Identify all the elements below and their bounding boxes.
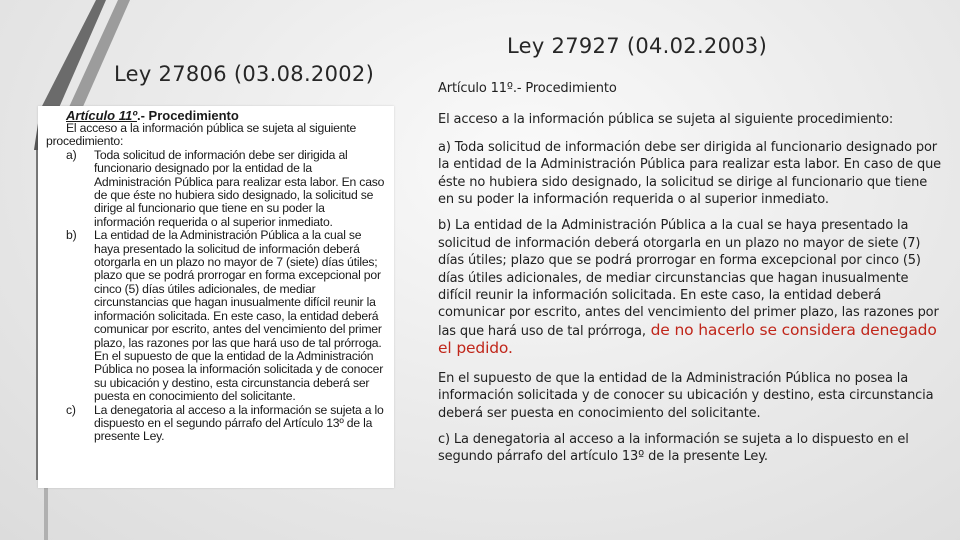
scan-item-label: b) [66,228,77,243]
scan-intro: El acceso a la información pública se sujeta al siguiente procedimiento: [46,121,357,149]
scan-item-a [46,149,386,229]
scan-item-label: a) [66,147,77,162]
paragraph-b [438,217,942,358]
paragraph-c: c) La denegatoria al acceso a la información se sujeta a lo dispuesto en el segundo párrafo del artículo 13º de la presente Ley. [438,431,909,465]
scan-heading-rest: .- Procedimiento [136,108,239,123]
right-law-title: Ley 27927 (04.02.2003) [507,34,768,58]
left-law-title: Ley 27806 (03.08.2002) [114,62,375,86]
paragraph-b-main: b) La entidad de la Administración Pública a la cual se haya presentado la solicitud de información deberá otorgarla en un plazo no mayor de siete (7) días útiles; plazo que se podrá prorrogar en forma excepcional por cinco (5) días útiles adicionales, de mediar circunstancias que hagan inusualmente difícil reunir la información solicitada. En este caso, la entidad deberá comunicar por escrito, antes del vencimiento del primer plazo, las razones por las que hará uso de tal prórroga, [438,218,939,339]
scan-item-text: La denegatoria al acceso a la información se sujeta a lo dispuesto en el segundo párrafo del Artículo 13º de la presente Ley. [94,402,384,444]
paragraph-intro: El acceso a la información pública se sujeta al siguiente procedimiento: [438,112,894,128]
paragraph-a: a) Toda solicitud de información debe ser dirigida al funcionario designado por la entidad de la Administración Pública para realizar esta labor. En caso de que éste no hubiera sido designado, la solicitud se dirige al funcionario que tiene en su poder la información requerida o al superior inmediato. [438,139,942,208]
article-heading: Artículo 11º.- Procedimiento [438,81,617,96]
paragraph-supuesto: En el supuesto de que la entidad de la Administración Pública no posea la información solicitada y de conocer su ubicación y destino, esta circunstancia deberá ser puesta en conocimiento del solicitante. [438,370,934,421]
scan-item-label: c) [66,402,76,417]
scan-item-text: La entidad de la Administración Pública a la cual se haya presentado la solicitud de información deberá otorgarla en un plazo no mayor de 7 (siete) días útiles; plazo que se podrá prorrogar en forma excepcional por cinco (5) días útiles adicionales, de mediar circunstancias que hagan inusualmente difícil reunir la información solicitada. En este caso, la entidad deberá comunicar por escrito, antes del vencimiento del primer plazo, las razones por las que hará uso de tal prórroga. [94,228,382,350]
scanned-article-image [38,106,394,488]
right-article-text [438,80,942,466]
scan-sub-paragraph: En el supuesto de que la entidad de la Administración Pública no posea la información solicitada y de conocer su ubicación y destino, esta circunstancia deberá ser puesta en conocimiento del solicitante. [94,348,384,404]
paragraph-b-highlight: de no hacerlo se considera denegado el pedido. [438,320,937,358]
scan-heading-article: Artículo 11º [66,108,137,123]
scan-item-text: Toda solicitud de información debe ser dirigida al funcionario designado por la entidad de la Administración Pública para realizar esta labor. En caso de que éste no hubiera sido designado, la solicitud se dirige al funcionario que tiene en su poder la información requerida o al superior inmediato. [94,147,385,229]
scan-item-b [46,229,386,350]
scan-item-c [46,404,386,444]
scan-body [46,122,386,444]
